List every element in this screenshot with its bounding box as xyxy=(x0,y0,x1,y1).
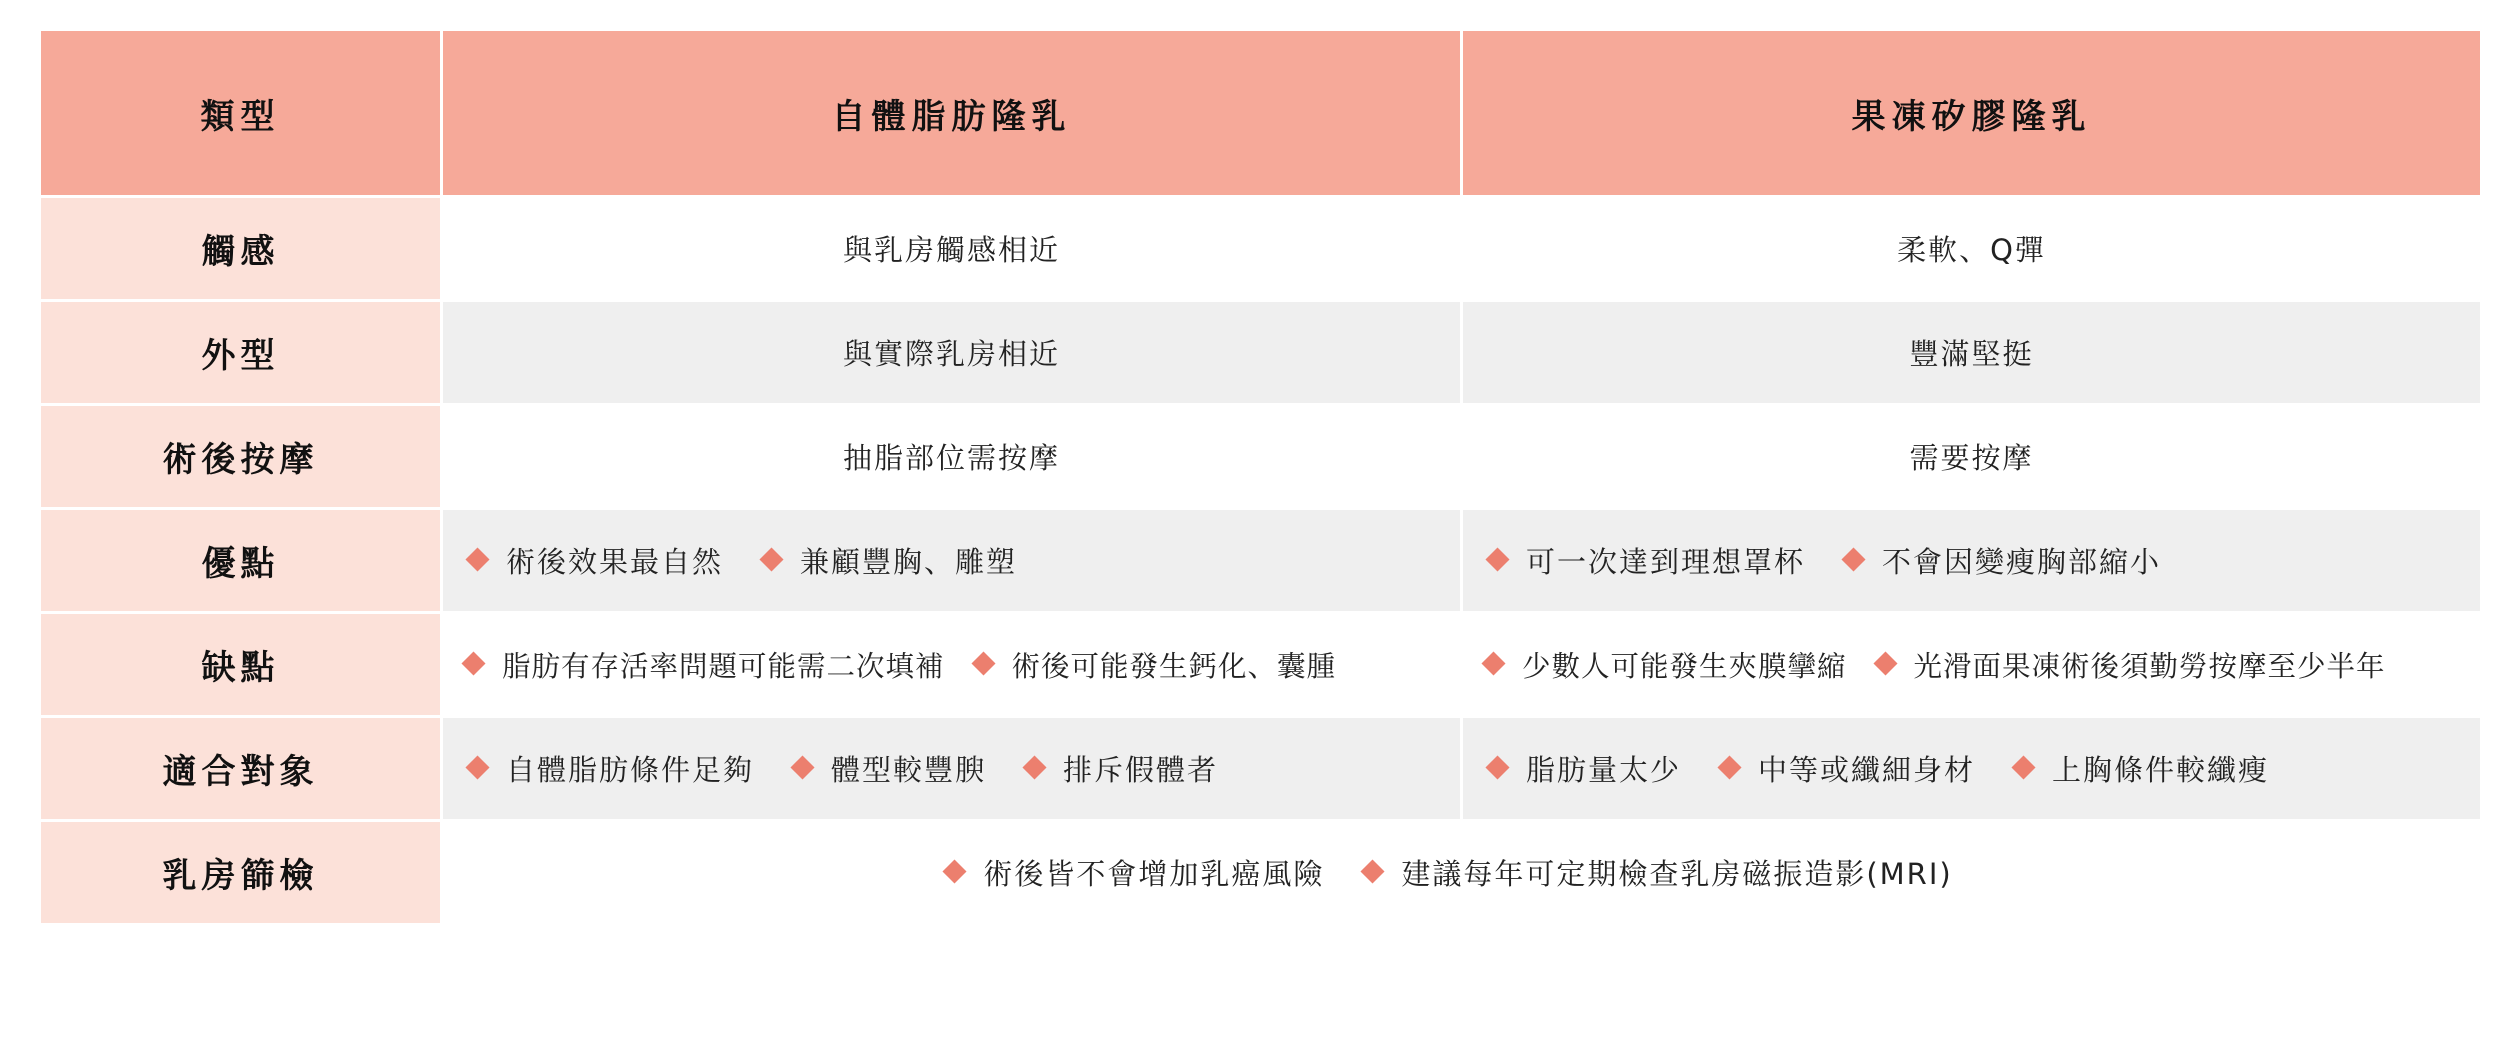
massage-fat-grafting: 抽脂部位需按摩 xyxy=(442,405,1462,509)
list-item xyxy=(755,540,1017,581)
bullet-text: 建議每年可定期檢查乳房磁振造影(MRI) xyxy=(1401,857,1953,891)
diamond-icon xyxy=(1481,651,1505,675)
row-label-massage: 術後按摩 xyxy=(40,405,442,509)
list-item xyxy=(1481,540,1805,581)
touch-silicone-implant: 柔軟、Q彈 xyxy=(1462,197,2482,301)
bullet-text: 自體脂肪條件足夠 xyxy=(506,753,755,787)
diamond-icon xyxy=(461,651,485,675)
list-item xyxy=(1018,748,1218,789)
diamond-icon xyxy=(943,859,967,883)
row-label-screening: 乳房篩檢 xyxy=(40,821,442,925)
row-cons xyxy=(40,613,2482,717)
row-suitable xyxy=(40,717,2482,821)
shape-fat-grafting: 與實際乳房相近 xyxy=(442,301,1462,405)
diamond-icon xyxy=(465,547,489,571)
diamond-icon xyxy=(759,547,783,571)
header-fat-grafting: 自體脂肪隆乳 xyxy=(442,30,1462,197)
row-label-cons: 缺點 xyxy=(40,613,442,717)
diamond-icon xyxy=(790,755,814,779)
diamond-icon xyxy=(465,755,489,779)
row-label-pros: 優點 xyxy=(40,509,442,613)
row-touch xyxy=(40,197,2482,301)
bullet-text: 脂肪量太少 xyxy=(1526,753,1682,787)
list-item xyxy=(461,540,723,581)
row-pros xyxy=(40,509,2482,613)
list-item xyxy=(2007,748,2269,789)
list-item xyxy=(1477,644,1847,685)
bullet-text: 可一次達到理想罩杯 xyxy=(1526,545,1806,579)
list-item xyxy=(938,852,1324,893)
list-item xyxy=(457,644,945,685)
list-item xyxy=(1481,748,1681,789)
row-label-suitable: 適合對象 xyxy=(40,717,442,821)
cons-fat-grafting xyxy=(442,613,1462,717)
list-item xyxy=(1356,852,1952,893)
bullet-text: 兼顧豐胸、雕塑 xyxy=(800,545,1018,579)
diamond-icon xyxy=(1873,651,1897,675)
pros-silicone-implant xyxy=(1462,509,2482,613)
diamond-icon xyxy=(1361,859,1385,883)
cons-silicone-implant xyxy=(1462,613,2482,717)
bullet-text: 術後效果最自然 xyxy=(506,545,724,579)
list-item xyxy=(967,644,1337,685)
screening-merged xyxy=(442,821,2482,925)
row-shape xyxy=(40,301,2482,405)
header-row xyxy=(40,30,2482,197)
diamond-icon xyxy=(1023,755,1047,779)
suitable-fat-grafting xyxy=(442,717,1462,821)
row-screening xyxy=(40,821,2482,925)
suitable-silicone-implant xyxy=(1462,717,2482,821)
bullet-text: 體型較豐腴 xyxy=(831,753,987,787)
row-massage xyxy=(40,405,2482,509)
diamond-icon xyxy=(1717,755,1741,779)
diamond-icon xyxy=(971,651,995,675)
touch-fat-grafting: 與乳房觸感相近 xyxy=(442,197,1462,301)
bullet-text: 不會因變瘦胸部縮小 xyxy=(1882,545,2162,579)
bullet-text: 中等或纖細身材 xyxy=(1758,753,1976,787)
list-item xyxy=(1713,748,1975,789)
shape-silicone-implant: 豐滿堅挺 xyxy=(1462,301,2482,405)
bullet-text: 術後可能發生鈣化、囊腫 xyxy=(1011,650,1337,683)
bullet-text: 上胸條件較纖瘦 xyxy=(2052,753,2270,787)
list-item xyxy=(1837,540,2161,581)
header-type-label: 類型 xyxy=(40,30,442,197)
pros-fat-grafting xyxy=(442,509,1462,613)
row-label-shape: 外型 xyxy=(40,301,442,405)
massage-silicone-implant: 需要按摩 xyxy=(1462,405,2482,509)
bullet-text: 排斥假體者 xyxy=(1063,753,1219,787)
header-silicone-implant: 果凍矽膠隆乳 xyxy=(1462,30,2482,197)
list-item xyxy=(461,748,754,789)
diamond-icon xyxy=(2012,755,2036,779)
bullet-text: 脂肪有存活率問題可能需二次填補 xyxy=(502,650,945,683)
list-item xyxy=(1869,644,2386,685)
bullet-text: 術後皆不會增加乳癌風險 xyxy=(983,857,1325,891)
bullet-text: 光滑面果凍術後須勤勞按摩至少半年 xyxy=(1913,650,2386,683)
list-item xyxy=(786,748,986,789)
diamond-icon xyxy=(1485,755,1509,779)
bullet-text: 少數人可能發生夾膜攣縮 xyxy=(1522,650,1847,683)
diamond-icon xyxy=(1841,547,1865,571)
diamond-icon xyxy=(1485,547,1509,571)
row-label-touch: 觸感 xyxy=(40,197,442,301)
comparison-table xyxy=(38,28,2483,926)
